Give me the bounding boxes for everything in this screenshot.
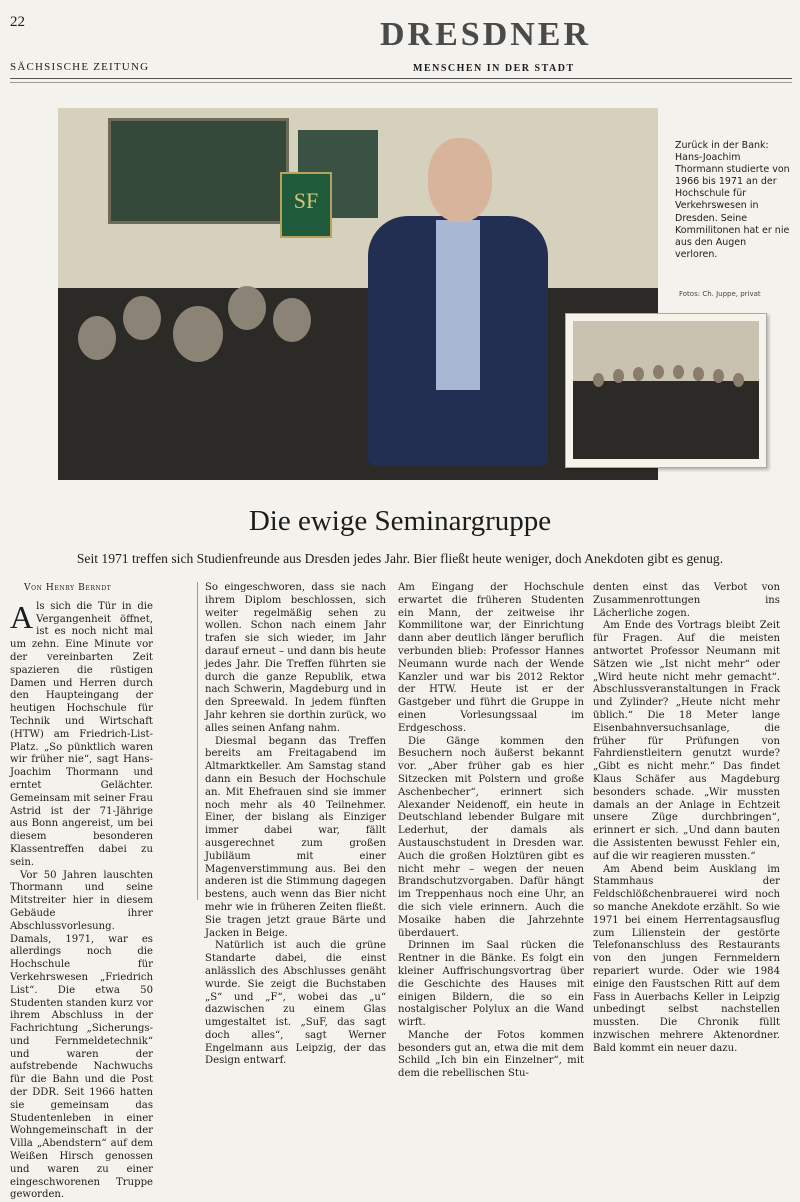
- inset-head: [633, 367, 644, 381]
- photo-audience: [78, 286, 328, 356]
- paragraph: Am Eingang der Hochschule erwartet die früheren Studenten ein Mann, der zeitweise ihr Kommilitone war, der Einrichtung dann aber deutlich länger beruflich verbunden blieb: Professor Hannes Neumann wurde nach der Wende Kanzler und war bis 2012 Rektor der HTW. Heute ist er der Gastgeber und führt die Gruppe in einen Vorlesungssaal im Erdgeschoss.: [398, 582, 584, 734]
- paragraph: Diesmal begann das Treffen bereits am Freitagabend im Altmarktkeller. Am Samstag stand dann ein Besuch der Hochschule an. Mit Ehefrauen sind sie immer noch mehr als 40 Teilnehmer. Einer, der bislang als Einziger immer dabei war, fällt ausgerechnet zum großen Jubiläum mit einer Magenverstimmung aus. Bei den anderen ist die Stimmung dagegen bestens, auch wenn das Bier nicht mehr wie in früheren Zeiten fließt. Sie tragen jetzt graue Bärte und Jacken in Beige.: [205, 735, 386, 939]
- masthead-rule: [10, 78, 792, 79]
- drop-cap: A: [10, 598, 34, 635]
- paragraph: Am Abend beim Ausklang im Stammhaus der Feldschlößchenbrauerei wird noch so manche Anekdote erzählt. So wie 1971 bei einem Herrentagsausflug zum Lilienstein der gestörte Telefonanschluss des Restaurants von den jungen Fernmeldern repariert wurde. Oder wie 1984 einige den Faustschen Ritt auf dem Fass in Auerbachs Keller in Leipzig unbedingt selbst nachstellen mussten. Die Chronik füllt inzwischen mehrere Aktenordner. Bald kommt ein neuer dazu.: [593, 863, 780, 1054]
- subject-shirt: [436, 220, 480, 390]
- byline: Von Henry Berndt: [24, 583, 112, 593]
- banner-letters: SF: [293, 188, 319, 213]
- article-headline: Die ewige Seminargruppe: [248, 505, 552, 537]
- paragraph: Vor 50 Jahren lauschten Thormann und seine Mitstreiter hier in diesem Gebäude ihrer Abschlussvorlesung. Damals, 1971, war es allerdings noch die Hochschule für Verkehrswesen „Friedrich List“. Die etwa 50 Studenten standen kurz vor ihrem Abschluss in der Fachrichtung „Sicherungs- und Fernmeldetechnik“ und waren der aufstrebende Nachwuchs für die Bahn und die Post der DDR. Seit 1966 hatten sie gemeinsam das Studentenleben in einer Wohngemeinschaft in der Villa „Abendstern“ auf dem Weißen Hirsch genossen und waren zu einer eingeschworenen Truppe geworden.: [10, 869, 153, 1201]
- page-number: 22: [10, 14, 25, 30]
- audience-head: [123, 296, 161, 340]
- photo-caption: Zurück in der Bank: Hans-Joachim Thormann studierte von 1966 bis 1971 an der Hochschule für Verkehrswesen in Dresden. Seine Kommilitonen hat er nie aus den Augen verloren.: [675, 140, 790, 260]
- paragraph: Natürlich ist auch die grüne Standarte dabei, die einst anlässlich des Abschlusses genäht wurde. Sie zeigt die Buchstaben „S“ und „F“, wobei das „u“ dazwischen zu einem Glas umgestaltet ist. „SuF, das sagt doch alles“, sagt Werner Engelmann aus Leipzig, der das Design entwarf.: [205, 940, 386, 1067]
- subject-head: [428, 138, 492, 222]
- paragraph: denten einst das Verbot von Zusammenrottungen ins Lächerliche zogen.: [593, 582, 780, 619]
- section-subtitle: MENSCHEN IN DER STADT: [413, 63, 575, 74]
- paragraph: [10, 598, 153, 870]
- photo-banner: [280, 172, 332, 238]
- inset-head: [733, 373, 744, 387]
- inset-head: [713, 369, 724, 383]
- photo-subject: [358, 138, 558, 468]
- column-divider: [197, 582, 198, 900]
- audience-head: [78, 316, 116, 360]
- inset-head: [693, 367, 704, 381]
- paragraph-text: ls sich die Tür in die Vergangenheit öffnet, ist es noch nicht mal um zehn. Eine Minute vor der vereinbarten Zeit spazieren die rüstigen Damen und Herren durch den Haupteingang der heutigen Hochschule für Technik und Wirtschaft (HTW) am Friedrich-List-Platz. „So pünktlich waren wir früher nie“, sagt Hans-Joachim Thormann und erntet Gelächter. Gemeinsam mit seiner Frau Astrid ist der 71-Jährige aus Bonn angereist, um bei diesem besonderen Klassentreffen dabei zu sein.: [10, 600, 153, 868]
- inset-photo: [565, 313, 767, 468]
- paragraph: Manche der Fotos kommen besonders gut an, etwa die mit dem Schild „Ich bin ein Einzelner“, mit dem die rebellischen Stu-: [398, 1029, 584, 1080]
- article-column-2: [205, 582, 386, 1068]
- audience-head: [273, 298, 311, 342]
- article-column-3: [398, 582, 584, 1081]
- article-deck: Seit 1971 treffen sich Studienfreunde aus Dresden jedes Jahr. Bier fließt heute weniger, doch Anekdoten gibt es genug.: [76, 551, 724, 566]
- inset-head: [593, 373, 604, 387]
- inset-head: [653, 365, 664, 379]
- newspaper-name: SÄCHSISCHE ZEITUNG: [10, 61, 150, 73]
- inset-photo-image: [573, 321, 759, 459]
- masthead-rule-thin: [10, 82, 792, 83]
- photo-credit: Fotos: Ch. Juppe, privat: [679, 290, 761, 298]
- paragraph: Die Gänge kommen den Besuchern noch äußerst bekannt vor. „Aber früher gab es hier Sitzecken mit Polstern und große Aschenbecher“, erinnert sich Alexander Neidenoff, ein heute in Deutschland lebender Bulgare mit Lederhut, der damals als Austauschstudent in Dresden war. Auch die großen Holztüren gibt es nicht mehr – wegen der neuen Brandschutzvorgaben. Dafür hängt im Treppenhaus noch eine Uhr, an die sich viele erinnern. Auch die Mosaike haben die Jahrzehnte überdauert.: [398, 735, 584, 939]
- photo-blackboard: [108, 118, 289, 224]
- inset-group: [573, 381, 759, 459]
- article-column-1: [10, 582, 153, 1202]
- audience-head: [173, 306, 223, 362]
- audience-head: [228, 286, 266, 330]
- paragraph: Drinnen im Saal rücken die Rentner in die Bänke. Es folgt ein kleiner Auffrischungsvortrag über die Geschichte des Hauses mit einigen Bildern, die so ein nostalgischer Polylux an die Wand wirft.: [398, 940, 584, 1029]
- inset-head: [613, 369, 624, 383]
- paragraph: So eingeschworen, dass sie nach ihrem Diplom beschlossen, sich weiter regelmäßig sehen zu wollen. Schon nach einem Jahr trafen sie sich wieder, im Jahr darauf erneut – und dann bis heute jedes Jahr. Die Treffen führten sie durch die ganze Republik, etwa nach Schwerin, Magdeburg und in den Spreewald. In jedem fünften Jahr kehren sie dorthin zurück, wo alles seinen Anfang nahm.: [205, 582, 386, 734]
- article-column-4: [593, 582, 780, 1055]
- section-title: DRESDNER: [380, 16, 592, 53]
- inset-head: [673, 365, 684, 379]
- paragraph: Am Ende des Vortrags bleibt Zeit für Fragen. Auf die meisten antwortet Professor Neumann mit Sätzen wie „Ist nicht mehr“ oder „Wird heute nicht mehr gemacht“. Abschlussveranstaltungen in Frack und Zylinder? „Heute nicht mehr üblich.“ Die 18 Meter lange Eisenbahnversuchsanlage, die früher für Prüfungen von Fahrdienstleitern genutzt wurde? „Gibt es nicht mehr.“ Das findet Klaus Schäfer aus Magdeburg besonders schade. „Wir mussten damals an der Anlage in Echtzeit unsere Züge durchbringen“, erinnert er sich. „Und dann bauten die Assistenten bewusst Fehler ein, auf die wir reagieren mussten.“: [593, 620, 780, 862]
